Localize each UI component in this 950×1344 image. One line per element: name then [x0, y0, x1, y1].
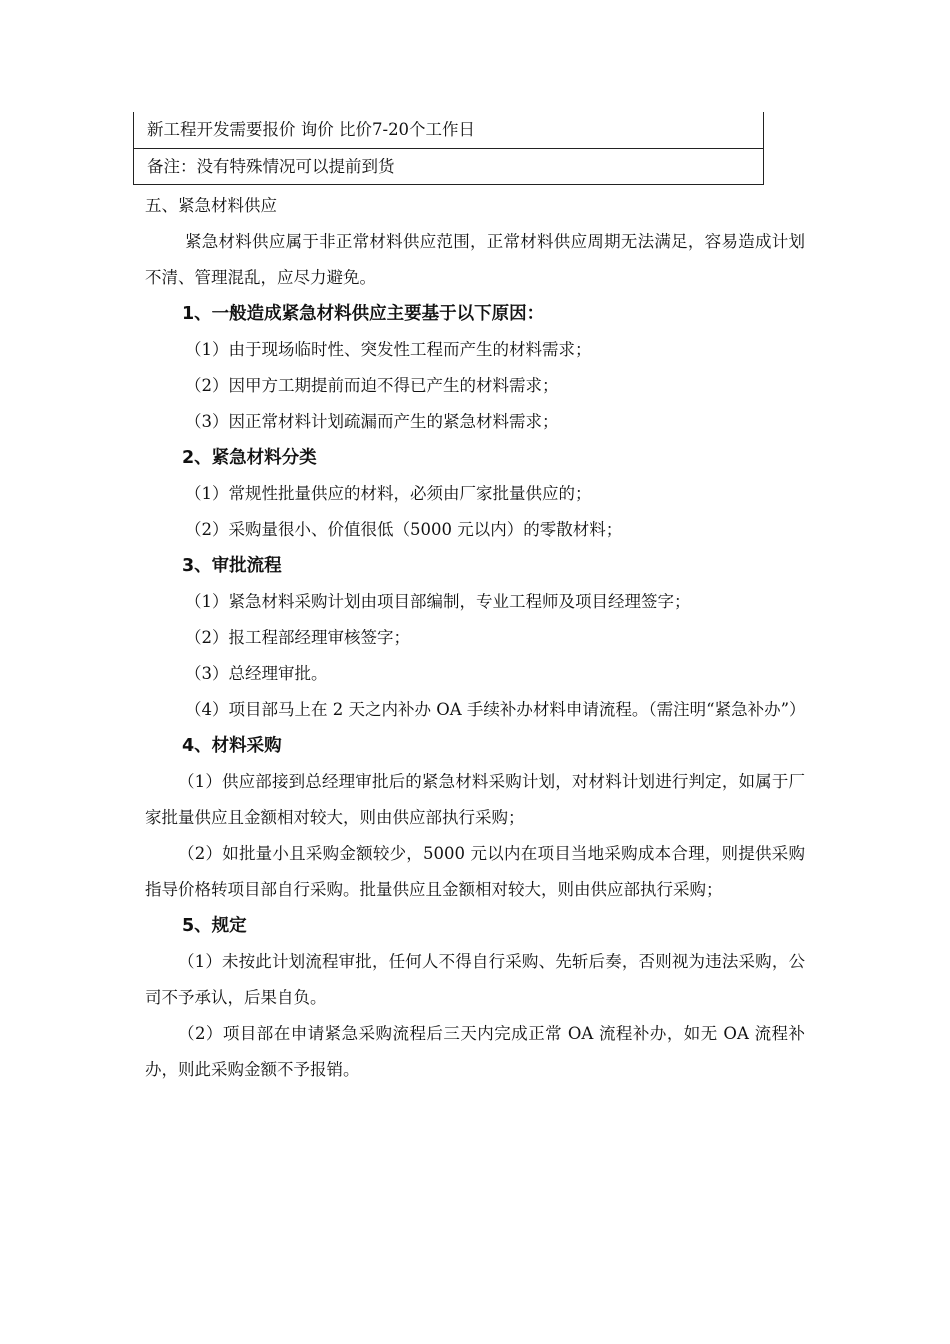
rules-paragraph-2: （2）项目部在申请紧急采购流程后三天内完成正常 OA 流程补办，如无 OA 流程补办，则此采购金额不予报销。 — [145, 1024, 805, 1079]
purchasing-paragraph-1: （1）供应部接到总经理审批后的紧急材料采购计划，对材料计划进行判定，如属于厂家批量供应且金额相对较大，则由供应部执行采购； — [145, 772, 805, 827]
list-item: （1）常规性批量供应的材料，必须由厂家批量供应的； — [185, 484, 592, 503]
schedule-table-fragment — [133, 112, 764, 185]
list-item: （2）采购量很小、价值很低（5000 元以内）的零散材料； — [185, 520, 623, 539]
table-row: 新工程开发需要报价 询价 比价7-20个工作日 — [147, 120, 476, 139]
subheading-rules: 5、规定 — [182, 916, 247, 936]
intro-paragraph: 紧急材料供应属于非正常材料供应范围，正常材料供应周期无法满足，容易造成计划不清、管理混乱，应尽力避免。 — [145, 232, 805, 287]
section-body — [145, 188, 805, 1088]
subheading-purchasing: 4、材料采购 — [182, 736, 282, 756]
subheading-causes: 1、一般造成紧急材料供应主要基于以下原因： — [182, 304, 545, 324]
list-item: （1）紧急材料采购计划由项目部编制，专业工程师及项目经理签字； — [185, 592, 691, 611]
subheading-approval: 3、审批流程 — [182, 556, 282, 576]
list-item: （2）报工程部经理审核签字； — [185, 628, 410, 647]
section-title: 五、紧急材料供应 — [145, 196, 277, 215]
table-row-note: 备注：没有特殊情况可以提前到货 — [134, 148, 763, 184]
list-item: （3）因正常材料计划疏漏而产生的紧急材料需求； — [185, 412, 559, 431]
rules-paragraph-1: （1）未按此计划流程审批，任何人不得自行采购、先斩后奏，否则视为违法采购，公司不予承认，后果自负。 — [145, 952, 805, 1007]
purchasing-paragraph-2: （2）如批量小且采购金额较少，5000 元以内在项目当地采购成本合理，则提供采购指导价格转项目部自行采购。批量供应且金额相对较大，则由供应部执行采购； — [145, 844, 805, 899]
subheading-classification: 2、紧急材料分类 — [182, 448, 317, 468]
list-item: （3）总经理审批。 — [185, 664, 328, 683]
list-item-wrapped: （4）项目部马上在 2 天之内补办 OA 手续补办材料申请流程。（需注明“紧急补办”） — [185, 700, 806, 719]
list-item: （2）因甲方工期提前而迫不得已产生的材料需求； — [185, 376, 559, 395]
list-item: （1）由于现场临时性、突发性工程而产生的材料需求； — [185, 340, 592, 359]
